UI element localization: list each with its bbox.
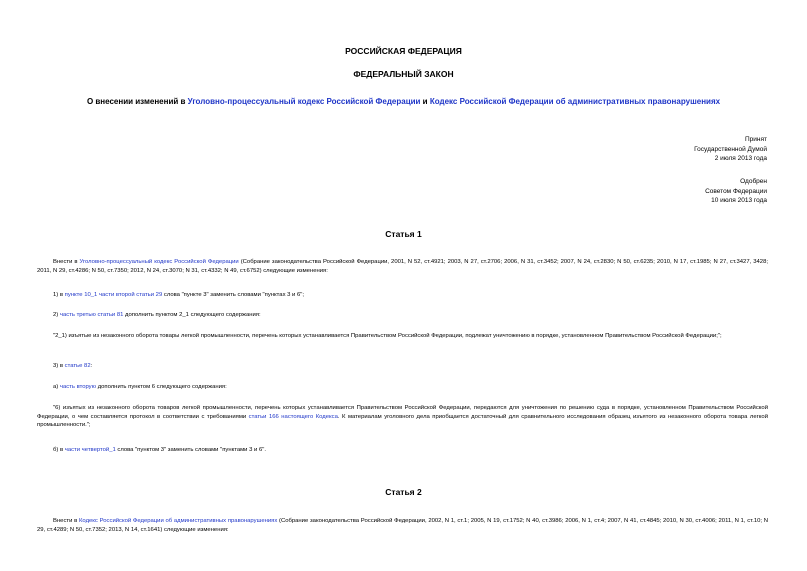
- para-text: . К материалам уголовного дела приобщается достаточный для сравнительного исследования образец изъятого из незаконного оборота товара легкой промышленности.";: [37, 413, 768, 429]
- article-1-item-3: [37, 362, 768, 371]
- article-1-item-3b: [37, 446, 768, 455]
- adoption-date: 2 июля 2013 года: [714, 155, 767, 162]
- title-link-koap[interactable]: Кодекс Российской Федерации об административных правонарушениях: [429, 97, 721, 106]
- article-1-heading: Статья 1: [385, 229, 422, 239]
- article-1-quote-6: [37, 404, 768, 430]
- link-part-four-1[interactable]: части четвертой_1: [64, 447, 116, 453]
- adoption-date: 10 июля 2013 года: [711, 197, 767, 204]
- country-heading: РОССИЙСКАЯ ФЕДЕРАЦИЯ: [345, 46, 462, 56]
- para-text: "6) изъятых из незаконного оборота товаров легкой промышленности, перечень которых устанавливается Правительством Российской Федерации, передаются для уничтожения по решению суда в порядке, установленном Правительством Российской Федерации, о чем составляется протокол в соответствии с требованиями: [37, 405, 768, 420]
- link-article-81[interactable]: часть третью статьи 81: [59, 312, 124, 318]
- para-text: дополнить пунктом 2_1 следующего содержания:: [123, 312, 261, 318]
- law-title: [0, 97, 807, 106]
- link-article-82[interactable]: статье 82: [64, 363, 91, 369]
- article-2-intro: [37, 517, 768, 534]
- para-text: дополнить пунктом 6 следующего содержания:: [96, 384, 227, 390]
- title-text: О внесении изменений в: [86, 97, 188, 106]
- para-text: 3) в: [53, 363, 65, 369]
- link-article-29[interactable]: пункте 10_1 части второй статьи 29: [64, 292, 163, 298]
- link-part-two[interactable]: часть вторую: [59, 384, 97, 390]
- para-text: 2): [53, 312, 60, 318]
- para-text: (Собрание законодательства Российской Федерации, 2002, N 1, ст.1; 2005, N 19, ст.1752; N 40, ст.3986; 2006, N 1, ст.4; 2007, N 41, ст.4845; 2010, N 30, ст.4006; 2011, N 1, ст.10; N 29, ст.4289; N 50, ст.7352; 2013, N 14, ст.1641) следующие изменения:: [37, 518, 769, 533]
- article-1-quote-2-1: "2_1) изъятые из незаконного оборота товары легкой промышленности, перечень которых устанавливается Правительством Российской Федерации, подлежат уничтожению в порядке, установленном Правительством Российской Федерации;";: [53, 333, 722, 339]
- adoption-line: Одобрен: [740, 178, 767, 185]
- adoption-line: Государственной Думой: [694, 145, 767, 153]
- adoption-line: Советом Федерации: [705, 187, 767, 195]
- para-text: Внести в: [53, 518, 79, 524]
- para-text: б) в: [53, 447, 65, 453]
- para-text: слова "пункте 3" заменить словами "пунктах 3 и 6";: [162, 292, 304, 298]
- article-1-item-1: [37, 291, 768, 300]
- adoption-federation-council: [705, 177, 767, 206]
- para-text: (Собрание законодательства Российской Федерации, 2001, N 52, ст.4921; 2003, N 27, ст.2706; 2006, N 31, ст.3452; 2007, N 24, ст.2830; N 50, ст.6235; 2010, N 17, ст.1985; N 27, ст.3427, 3428; 2011, N 29, ст.4286; N 50, ст.7350; 2012, N 24, ст.3070; N 31, ст.4332; N 49, ст.6752) следующие изменения:: [37, 259, 768, 274]
- adoption-duma: [694, 135, 767, 164]
- article-2-heading: Статья 2: [385, 487, 422, 497]
- para-text: слова "пунктом 3" заменить словами "пунктами 3 и 6".: [115, 447, 266, 453]
- law-type-heading: ФЕДЕРАЛЬНЫЙ ЗАКОН: [353, 69, 454, 79]
- para-text: 1) в: [53, 292, 65, 298]
- para-text: а): [53, 384, 60, 390]
- article-1-item-3a: [37, 383, 768, 392]
- para-text: Внести в: [53, 259, 80, 265]
- adoption-line: Принят: [744, 136, 767, 143]
- para-text: :: [90, 363, 93, 369]
- link-koap[interactable]: Кодекс Российской Федерации об административных правонарушениях: [79, 518, 278, 524]
- link-article-166[interactable]: статьи 166 настоящего Кодекса: [248, 413, 338, 420]
- article-1-item-2: [37, 311, 768, 320]
- title-link-upk[interactable]: Уголовно-процессуальный кодекс Российской Федерации: [187, 97, 421, 106]
- article-1-intro: [37, 258, 768, 275]
- link-upk[interactable]: Уголовно-процессуальный кодекс Российской Федерации: [79, 259, 239, 265]
- title-text: и: [420, 97, 430, 106]
